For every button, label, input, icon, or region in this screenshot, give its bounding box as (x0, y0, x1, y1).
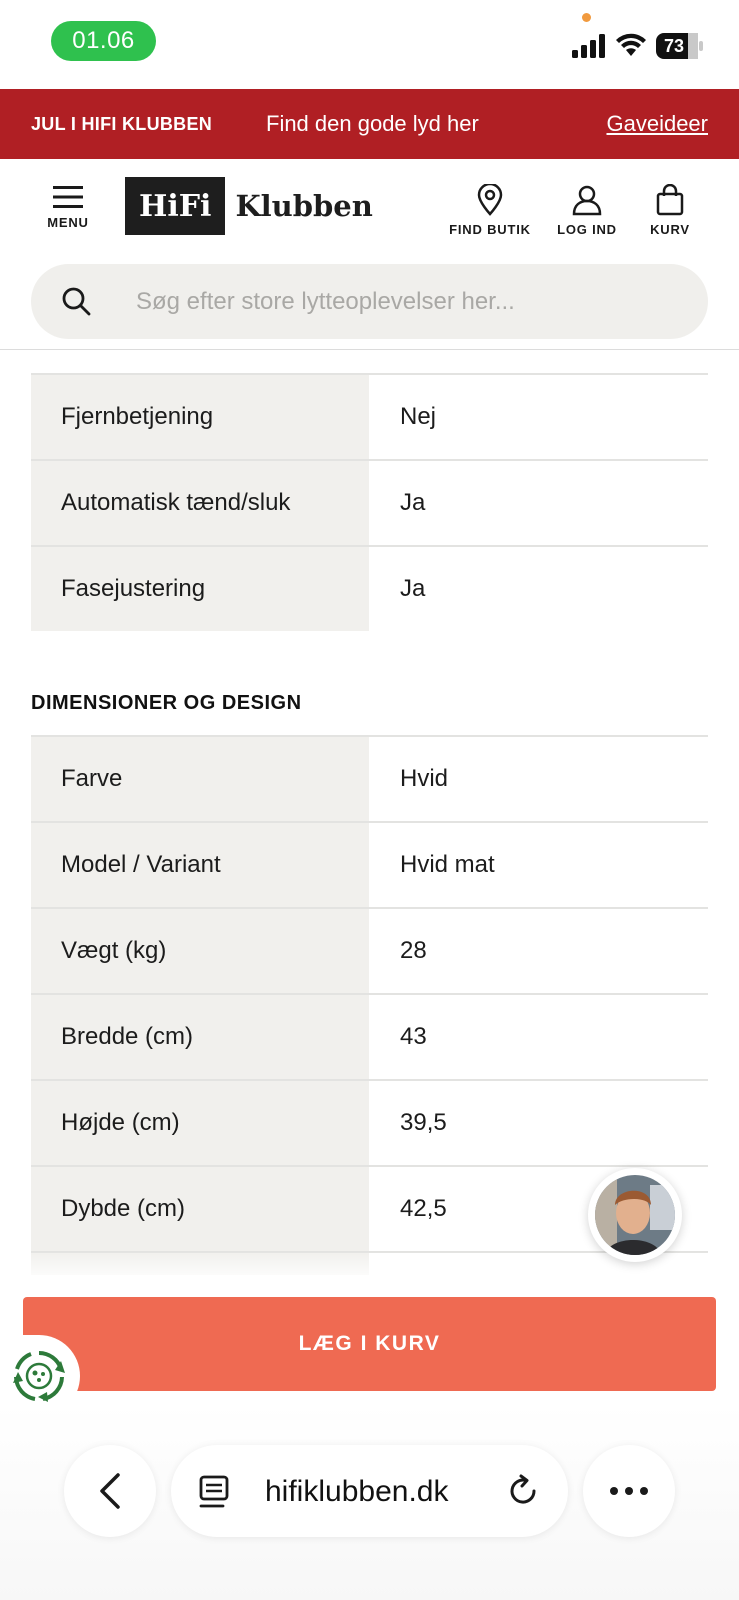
battery-icon (656, 33, 704, 59)
spec-key: Fasejustering (31, 547, 369, 631)
spec-value: Ja (400, 575, 426, 602)
cart-button[interactable] (642, 184, 698, 237)
spec-key: Dybde (cm) (31, 1167, 369, 1251)
spec-value: 42,5 (400, 1195, 447, 1222)
spec-value: 39,5 (400, 1109, 447, 1136)
status-bar (0, 0, 739, 88)
promo-banner (0, 89, 739, 159)
hamburger-icon (53, 185, 83, 209)
find-store-button[interactable] (438, 184, 542, 237)
logo-text: Klubben (235, 189, 373, 223)
spec-value: Hvid (400, 765, 449, 792)
cart-label: KURV (650, 222, 690, 237)
login-button[interactable] (549, 184, 625, 237)
back-button[interactable] (64, 1445, 156, 1537)
search-icon (61, 286, 91, 316)
recycle-icon (10, 1347, 68, 1405)
location-pin-icon (477, 184, 503, 216)
url-text: hifiklubben.dk (265, 1475, 449, 1508)
find-store-label: FIND BUTIK (449, 222, 531, 237)
spec-key: Højde (cm) (31, 1081, 369, 1165)
user-icon (571, 184, 603, 216)
ellipsis-icon (609, 1486, 649, 1496)
privacy-indicator (582, 13, 591, 22)
reload-icon[interactable] (506, 1474, 540, 1508)
table-row (31, 907, 708, 993)
table-row (31, 735, 708, 821)
spec-key: Model / Variant (31, 823, 369, 907)
table-row (31, 459, 708, 545)
avatar (595, 1175, 675, 1255)
status-time: 01.06 (51, 21, 156, 61)
spec-value: Nej (400, 403, 437, 430)
add-to-cart-button[interactable]: LÆG I KURV (23, 1297, 716, 1391)
spec-table-features (31, 373, 708, 631)
table-row (31, 373, 708, 459)
section-title-dimensions: DIMENSIONER OG DESIGN (31, 692, 302, 714)
more-options-button[interactable] (583, 1445, 675, 1537)
spec-value: Hvid mat (400, 851, 495, 878)
table-row (31, 545, 708, 631)
shopping-bag-icon (656, 184, 684, 216)
spec-key: Fjernbetjening (31, 375, 369, 459)
table-row (31, 821, 708, 907)
spec-key: Vægt (kg) (31, 909, 369, 993)
hifi-klubben-logo[interactable] (125, 177, 373, 235)
table-row (31, 1079, 708, 1165)
menu-button[interactable] (40, 185, 96, 230)
chat-avatar-button[interactable] (588, 1168, 682, 1262)
spec-value: Ja (400, 489, 426, 516)
spec-value: 28 (400, 937, 427, 964)
search-bar[interactable] (31, 264, 708, 339)
spec-key: Automatisk tænd/sluk (31, 461, 369, 545)
reader-mode-icon[interactable] (199, 1475, 231, 1509)
signal-icon (572, 34, 608, 58)
spec-key: Bredde (cm) (31, 995, 369, 1079)
spec-value: 43 (400, 1023, 427, 1050)
login-label: LOG IND (557, 222, 617, 237)
battery-level: 73 (663, 35, 685, 56)
search-input[interactable] (106, 264, 666, 339)
wifi-icon (614, 32, 648, 58)
site-header (0, 159, 739, 255)
spec-key: Farve (31, 737, 369, 821)
chevron-left-icon (98, 1472, 122, 1510)
menu-label: MENU (47, 215, 89, 230)
gift-ideas-link[interactable]: Gaveideer (606, 111, 708, 136)
header-divider (0, 349, 739, 350)
promo-text: Find den gode lyd her (266, 111, 479, 136)
table-row (31, 993, 708, 1079)
promo-title: JUL I HIFI KLUBBEN (31, 113, 213, 134)
address-bar[interactable] (171, 1445, 568, 1537)
logo-box: HiFi (125, 177, 225, 235)
